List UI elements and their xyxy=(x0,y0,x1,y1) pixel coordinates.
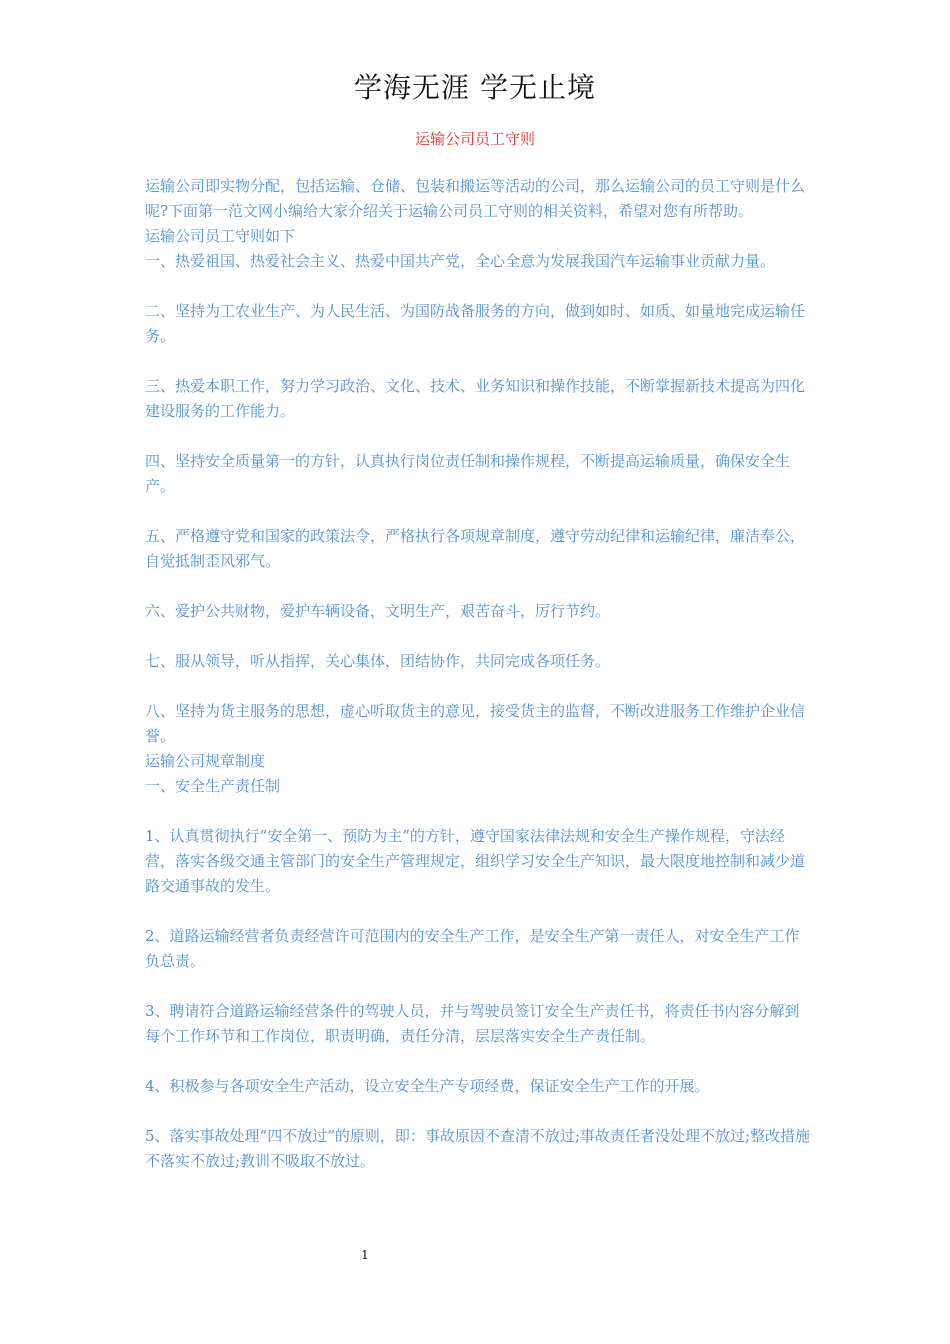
paragraph-rule-2: 二、坚持为工农业生产、为人民生活、为国防战备服务的方向，做到如时、如质、如量地完成运输任务。 xyxy=(145,302,806,345)
paragraph-item-3: 3、聘请符合道路运输经营条件的驾驶人员，并与驾驶员签订安全生产责任书，将责任书内容分解到每个工作环节和工作岗位，职责明确，责任分清，层层落实安全生产责任制。 xyxy=(145,1002,800,1045)
header-title: 学海无涯 学无止境 xyxy=(354,71,596,104)
paragraph-item-2: 2、道路运输经营者负责经营许可范围内的安全生产工作，是安全生产第一责任人，对安全生产工作负总责。 xyxy=(145,927,800,970)
paragraph-item-4: 4、积极参与各项安全生产活动，设立安全生产专项经费，保证安全生产工作的开展。 xyxy=(145,1077,710,1095)
paragraph-rule-7: 七、服从领导，听从指挥，关心集体，团结协作，共同完成各项任务。 xyxy=(145,652,611,670)
page-number: 1 xyxy=(361,1248,369,1262)
paragraph-rule-3: 三、热爱本职工作，努力学习政治、文化、技术、业务知识和操作技能，不断掌握新技术提高为四化建设服务的工作能力。 xyxy=(145,377,806,420)
document-body xyxy=(145,174,810,1174)
paragraph-rule-4: 四、坚持安全质量第一的方针，认真执行岗位责任制和操作规程，不断提高运输质量，确保安全生产。 xyxy=(145,452,791,495)
paragraph-rule-5: 五、严格遵守党和国家的政策法令，严格执行各项规章制度，遵守劳动纪律和运输纪律，廉洁奉公，自觉抵制歪风邪气。 xyxy=(145,527,806,570)
paragraph-intro: 运输公司即实物分配，包括运输、仓储、包装和搬运等活动的公司，那么运输公司的员工守则是什么呢?下面第一范文网小编给大家介绍关于运输公司员工守则的相关资料，希望对您有所帮助。 xyxy=(145,177,806,220)
paragraph-subheading: 运输公司员工守则如下 xyxy=(145,227,296,245)
paragraph-rule-1: 一、热爱祖国、热爱社会主义、热爱中国共产党，全心全意为发展我国汽车运输事业贡献力量。 xyxy=(145,252,776,270)
paragraph-section-heading: 运输公司规章制度 xyxy=(145,752,266,770)
paragraph-rule-6: 六、爱护公共财物，爱护车辆设备，文明生产，艰苦奋斗，厉行节约。 xyxy=(145,602,611,620)
document-title: 运输公司员工守则 xyxy=(414,130,535,148)
paragraph-section-subheading: 一、安全生产责任制 xyxy=(145,777,281,795)
paragraph-rule-8: 八、坚持为货主服务的思想，虚心听取货主的意见，接受货主的监督，不断改进服务工作维护企业信誉。 xyxy=(145,702,806,745)
paragraph-item-1: 1、认真贯彻执行“安全第一、预防为主”的方针，遵守国家法律法规和安全生产操作规程，守法经营，落实各级交通主管部门的安全生产管理规定，组织学习安全生产知识，最大限度地控制和减少道路交通事故的发生。 xyxy=(145,827,806,895)
paragraph-item-5: 5、落实事故处理“四不放过”的原则，即：事故原因不查清不放过;事故责任者没处理不放过;整改措施不落实不放过;教训不吸取不放过。 xyxy=(145,1127,810,1170)
